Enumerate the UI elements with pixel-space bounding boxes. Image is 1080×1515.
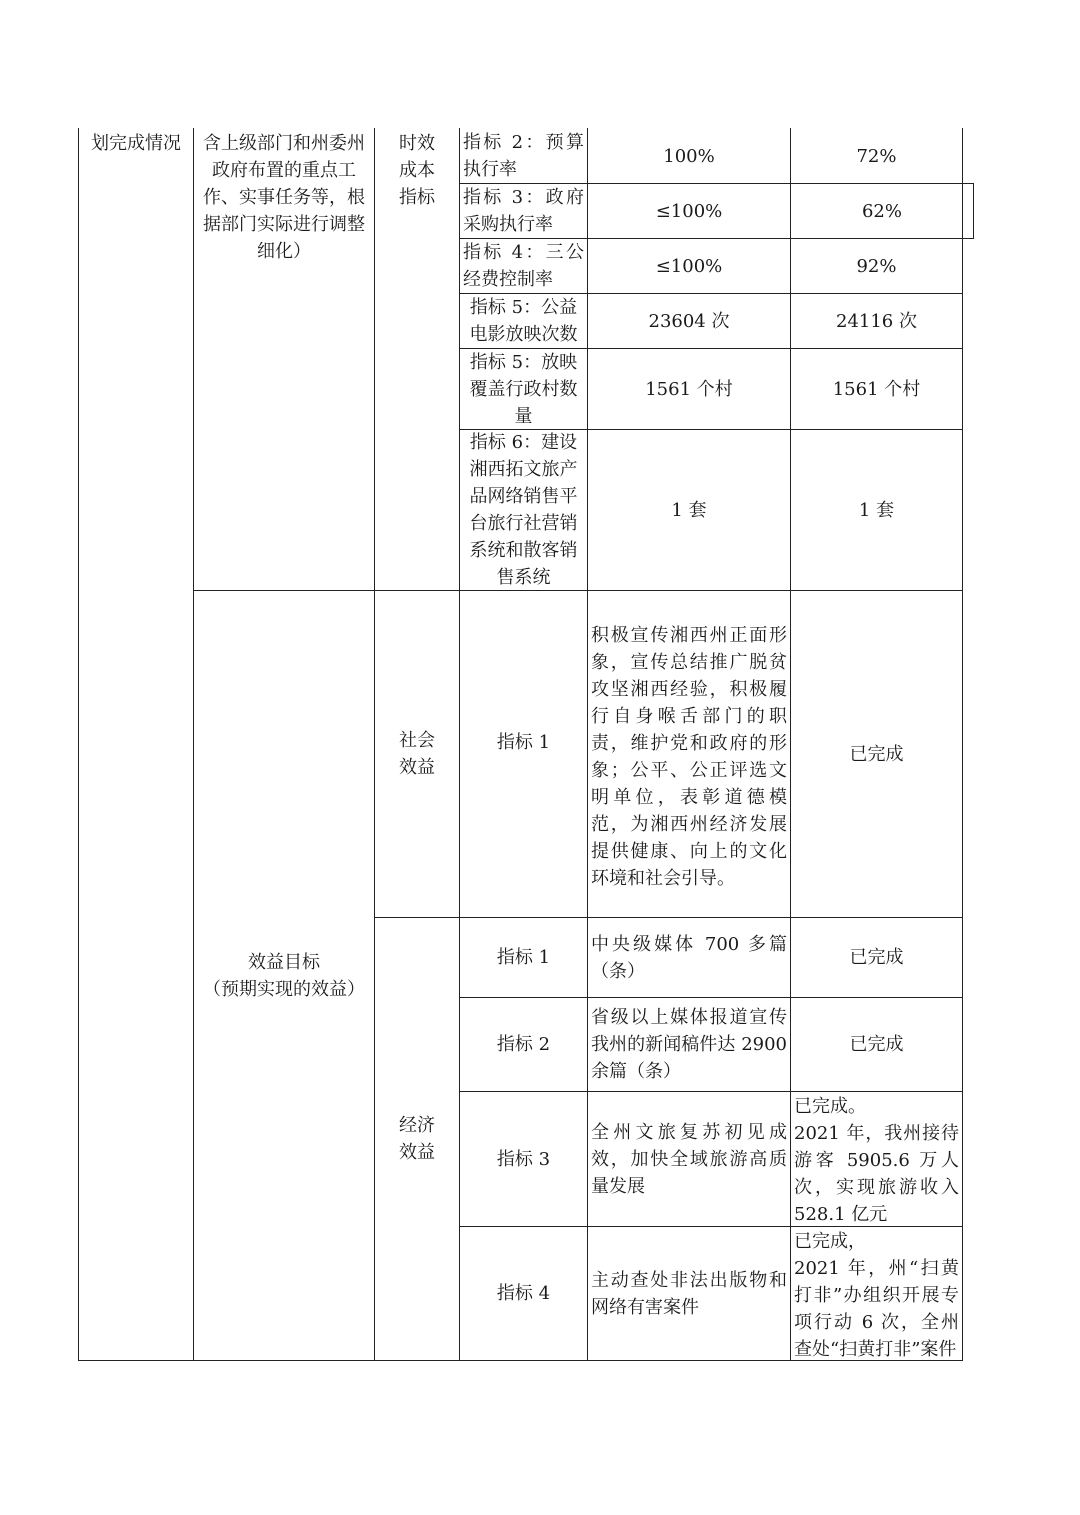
indicator-cell: 指标 2: [496, 1034, 551, 1055]
indicator-cell: 指标 1: [496, 947, 551, 968]
table-border-bottom: [78, 1360, 963, 1361]
actual-cell: 已完成， 2021 年，州“扫黄打非”办组织开展专项行动 6 次，全州查处“扫黄打非”案件: [794, 1231, 959, 1360]
indicator-cell: 指标 3：政府采购执行率: [463, 187, 584, 235]
indicator-cell: 指标 5：公益电影放映次数: [469, 297, 578, 345]
target-cell: ≤100%: [655, 255, 723, 277]
target-cell: 全州文旅复苏初见成效，加快全域旅游高质量发展: [591, 1121, 787, 1197]
actual-cell: 已完成: [849, 947, 904, 968]
actual-cell: 92%: [856, 255, 897, 277]
target-cell: 省级以上媒体报道宣传我州的新闻稿件达 2900 余篇（条）: [591, 1007, 787, 1082]
target-cell: 23604 次: [648, 310, 730, 332]
actual-cell: 已完成: [849, 1034, 904, 1055]
indicator-cell: 指标 3: [496, 1148, 551, 1170]
scope-note: 含上级部门和州委州政府布置的重点工作、实事任务等，根据部门实际进行调整细化）: [203, 133, 365, 262]
actual-cell: 24116 次: [836, 310, 917, 332]
plan-status-label: 划完成情况: [91, 133, 181, 154]
indicator-cell: 指标 4: [496, 1283, 551, 1304]
target-cell: 主动查处非法出版物和网络有害案件: [591, 1269, 787, 1318]
benefit-goal-label: 效益目标 （预期实现的效益）: [203, 951, 365, 1000]
indicator-cell: 指标 6：建设湘西拓文旅产品网络销售平台旅行社营销系统和散客销售系统: [469, 432, 578, 588]
cell-offset-border: [973, 183, 974, 238]
category-time-cost: 时效 成本 指标: [399, 133, 435, 208]
target-cell: 中央级媒体 700 多篇（条）: [591, 933, 787, 982]
target-cell: 1 套: [671, 499, 707, 521]
target-cell: ≤100%: [655, 200, 723, 222]
actual-cell: 已完成: [849, 743, 904, 765]
table-border-right: [962, 128, 963, 1361]
actual-cell: 1561 个村: [832, 378, 921, 400]
category-social: 社会 效益: [399, 730, 435, 778]
indicator-cell: 指标 4：三公经费控制率: [463, 242, 584, 290]
target-cell: 1561 个村: [645, 378, 733, 400]
target-cell: 积极宣传湘西州正面形象，宣传总结推广脱贫攻坚湘西经验，积极履行自身喉舌部门的职责，维护党和政府的形象；公平、公正评选文明单位，表彰道德模范，为湘西州经济发展提供健康、向上的文化环境和社会引导。: [591, 625, 787, 889]
target-cell: 100%: [663, 145, 715, 167]
actual-cell: 62%: [861, 200, 902, 222]
indicator-cell: 指标 2：预算执行率: [463, 132, 584, 180]
category-economic: 经济 效益: [399, 1115, 435, 1163]
actual-cell: 72%: [856, 145, 897, 167]
indicator-cell: 指标 5：放映覆盖行政村数量: [469, 351, 578, 427]
actual-cell: 已完成。 2021 年，我州接待游客 5905.6 万人次，实现旅游收入 528.1 亿元: [794, 1096, 959, 1225]
table-border-left: [78, 128, 79, 1361]
actual-cell: 1 套: [858, 499, 895, 521]
indicator-cell: 指标 1: [496, 732, 551, 753]
